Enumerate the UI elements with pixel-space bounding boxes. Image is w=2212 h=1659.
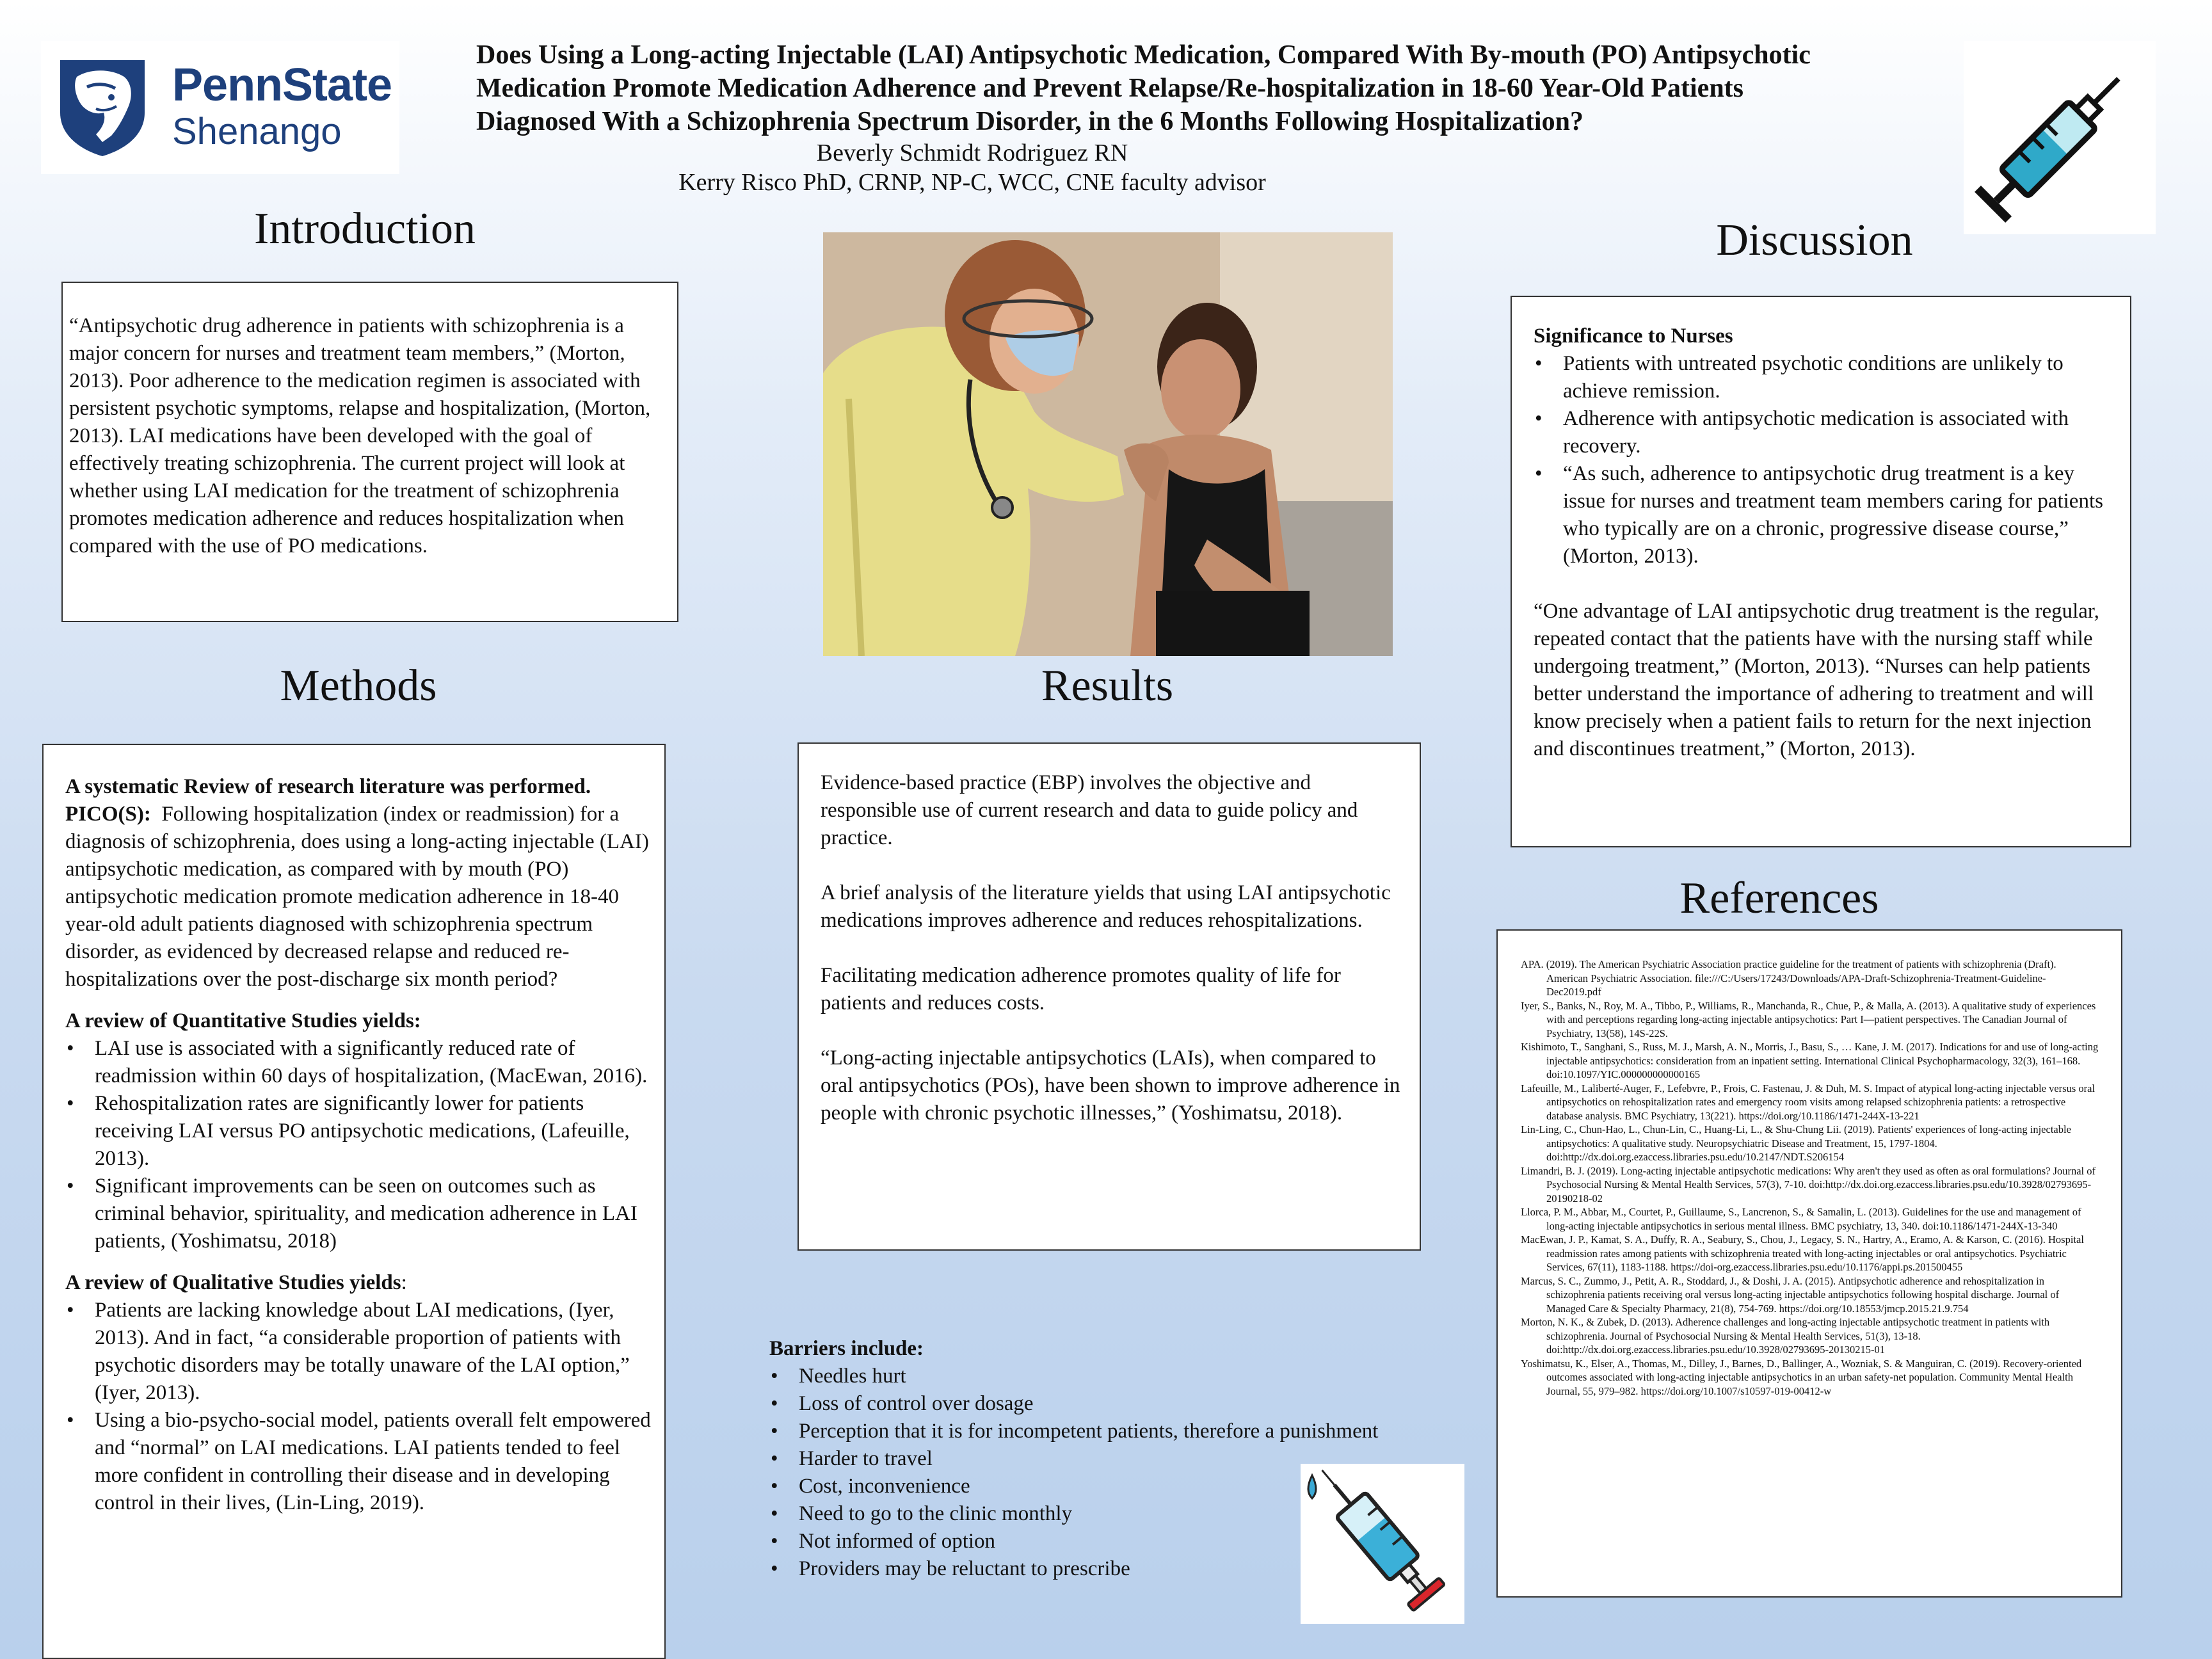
qualitative-list [65,1297,652,1517]
reference-item: Marcus, S. C., Zummo, J., Petit, A. R., Stoddard, J., & Doshi, J. A. (2015). Antipsychotic adherence and rehospitalization in schizophrenia patients receiving oral versus long-acting injectable antipsychotics following hospital discharge. Journal of Managed Care & Specialty Pharmacy, 21(8), 754-769. https://doi.org/10.18553/jmcp.2015.21.9.754 [1521,1274,2060,1315]
reference-item: Llorca, P. M., Abbar, M., Courtet, P., Guillaume, S., Lancrenon, S., & Samalin, L. (2013). Guidelines for the use and management of long-acting injectable antipsychotics in serious mental illness. BMC psychiatry, 13, 340. doi:10.1186/1471-244X-13-340 [1521,1206,2081,1232]
results-paragraph: A brief analysis of the literature yields that using LAI antipsychotic medications improves adherence and reduces rehospitalizations. [821,881,1391,932]
discussion-heading: Discussion [1716,216,1913,265]
introduction-heading: Introduction [253,204,476,253]
list-item: • Harder to travel [769,1445,1461,1473]
list-item: • Patients are lacking knowledge about LAI medications, (Iyer, 2013). And in fact, “a considerable proportion of patients with psychotic disorders may be totally unaware of the LAI option,” (Iyer, 2013). [65,1297,652,1407]
references-box [1496,929,2122,1598]
list-item: • Needles hurt [769,1363,1461,1390]
discussion-quote: “One advantage of LAI antipsychotic drug treatment is the regular, repeated contact that the patients have with the nursing staff while undergoing treatment,” (Morton, 2013). “Nurses can help patients better understand the importance of adhering to treatment and will know precisely when a patient fails to return for the next injection and discontinues treatment,” (Morton, 2013). [1534,600,2099,760]
quantitative-heading: A review of Quantitative Studies yields: [65,1009,421,1032]
quantitative-list [65,1035,652,1255]
results-paragraph: Facilitating medication adherence promotes quality of life for patients and reduces costs. [821,964,1341,1014]
list-item: • Providers may be reluctant to prescribe [769,1555,1461,1583]
qualitative-colon: : [401,1271,407,1294]
list-item: • “As such, adherence to antipsychotic drug treatment is a key issue for nurses and treatment team members caring for patients who typically are on a chronic, progressive disease course,” (Morton, 2013). [1534,460,2115,570]
syringe-icon [1964,41,2156,234]
list-item: • Loss of control over dosage [769,1390,1461,1418]
results-paragraph: “Long-acting injectable antipsychotics (LAIs), when compared to oral antipsychotics (POs), have been shown to improve adherence in people with chronic psychotic illnesses,” (Yoshimatsu, 2018). [821,1046,1400,1125]
list-item: • Perception that it is for incompetent patients, therefore a punishment [769,1418,1461,1445]
pico-text: Following hospitalization (index or readmission) for a diagnosis of schizophrenia, does using a long-acting injectable (LAI) antipsychotic medication, as compared with by mouth (PO) antipsychotic medication promote medication adherence in 18-40 year-old adult patients diagnosed with schizophrenia spectrum disorder, as evidenced by decreased relapse and reduced re-hospitalizations over the post-discharge six month period? [65,803,649,991]
list-item: • Significant improvements can be seen on outcomes such as criminal behavior, spirituality, and medication adherence in LAI patients, (Yoshimatsu, 2018) [65,1173,652,1255]
list-item: • Not informed of option [769,1528,1461,1555]
pico-paragraph [65,801,652,993]
list-item: • LAI use is associated with a significantly reduced rate of readmission within 60 days of hospitalization, (MacEwan, 2016). [65,1035,652,1090]
list-item: • Rehospitalization rates are significantly lower for patients receiving LAI versus PO antipsychotic medications, (Lafeuille, 2013). [65,1090,652,1173]
author-name: Beverly Schmidt Rodriguez RN [816,140,1128,166]
list-item: • Patients with untreated psychotic conditions are unlikely to achieve remission. [1534,350,2115,405]
discussion-box [1511,296,2131,847]
reference-item: Lafeuille, M., Laliberté-Auger, F., Lefebvre, P., Frois, C. Fastenau, J. & Duh, M. S. Impact of atypical long-acting injectable versus oral antipsychotics on rehospitalization rates and emergency room visits among relapsed schizophrenia patients: a retrospective database analysis. BMC Psychiatry, 13(221). https://doi.org/10.1186/1471-244X-13-221 [1521,1082,2096,1122]
qualitative-heading-line [65,1269,652,1297]
pennstate-logo [41,41,399,174]
title-block [476,38,1942,197]
logo-wordmark: PennState [172,60,392,111]
discussion-subheading: Significance to Nurses [1534,325,1733,348]
list-item: • Need to go to the clinic monthly [769,1500,1461,1528]
reference-item: Yoshimatsu, K., Elser, A., Thomas, M., Dilley, J., Barnes, D., Ballinger, A., Wozniak, S. & Manguiran, C. (2019). Recovery-oriented outcomes associated with long-acting injectable antipsychotics in an urban safety-net population. Community Mental Health Journal, 55, 979–982. https://doi.org/10.1007/s10597-019-00412-w [1521,1357,2082,1397]
introduction-box [61,282,678,622]
results-paragraph: Evidence-based practice (EBP) involves the objective and responsible use of current research and data to guide policy and practice. [821,771,1358,849]
reference-item: Iyer, S., Banks, N., Roy, M. A., Tibbo, P., Williams, R., Manchanda, R., Chue, P., & Malla, A. (2013). A qualitative study of experiences with and perceptions regarding long-acting injectable antipsychotics: Part I—patient perspectives. The Canadian Journal of Psychiatry, 13(58), 14S-22S. [1521,999,2096,1039]
results-heading: Results [1041,661,1174,710]
reference-item: Kishimoto, T., Sanghani, S., Russ, M. J., Marsh, A. N., Morris, J., Basu, S., … Kane, J. M. (2017). Indications for and use of long-acting injectable antipsychotics: consideration from an inpatient setting. International Clinical Psychopharmacology, 32(3), 161–168. doi:10.1097/YIC.000000000000165 [1521,1041,2099,1080]
qualitative-heading: A review of Qualitative Studies yields [65,1271,401,1294]
references-heading: References [1679,874,1879,923]
syringe-icon [1301,1464,1464,1624]
nittany-lion-shield-icon [58,58,147,157]
list-item: • Using a bio-psycho-social model, patients overall felt empowered and “normal” on LAI medications. LAI patients tended to feel more confident in controlling their disease and in developing control in their lives, (Lin-Ling, 2019). [65,1407,652,1517]
advisor-name: Kerry Risco PhD, CRNP, NP-C, WCC, CNE faculty advisor [678,169,1266,196]
reference-item: APA. (2019). The American Psychiatric Association practice guideline for the treatment of patients with schizophrenia (Draft). American Psychiatric Association. file:///C:/Users/17243/Downloads/APA-Draft-Schizophrenia-Treatment-Guideline-Dec2019.pdf [1521,958,2056,998]
methods-box [42,744,666,1659]
reference-item: Morton, N. K., & Zubek, D. (2013). Adherence challenges and long-acting injectable antipsychotic treatment in patients with schizophrenia. Journal of Psychosocial Nursing & Mental Health Services, 51(3), 13-18. doi:http://dx.doi.org.ezaccess.libraries.psu.edu/10.3928/02793695-20130215-01 [1521,1316,2050,1356]
poster-title-line-2: Medication Promote Medication Adherence and Prevent Relapse/Re-hospitalization in 18-60 Year-Old Patients [476,74,1744,103]
discussion-list [1534,350,2115,570]
barriers-heading: Barriers include: [769,1337,924,1360]
syringe-image [1964,41,2156,234]
methods-heading: Methods [280,661,437,710]
introduction-text: “Antipsychotic drug adherence in patients with schizophrenia is a major concern for nurses and treatment team members,” (Morton, 2013). Poor adherence to the medication regimen is associated with persistent psychotic symptoms, relapse and hospitalization, (Morton, 2013). LAI medications have been developed with the goal of effectively treating schizophrenia. The current project will look at whether using LAI medication for the treatment of schizophrenia promotes medication adherence and reduces hospitalization when compared with the use of PO medications. [69,314,651,557]
poster-title-line-3: Diagnosed With a Schizophrenia Spectrum Disorder, in the 6 Months Following Hospitalization? [476,107,1583,136]
reference-item: Limandri, B. J. (2019). Long-acting injectable antipsychotic medications: Why aren't they used as often as oral formulations? Journal of Psychosocial Nursing & Mental Health Services, 57(3), 7-10. doi:http://dx.doi.org.ezaccess.libraries.psu.edu/10.3928/02793695-20190218-02 [1521,1164,2096,1205]
results-box [797,742,1421,1251]
reference-item: MacEwan, J. P., Kamat, S. A., Duffy, R. A., Seabury, S., Chou, J., Legacy, S. N., Hartry, A., Eramo, A. & Karson, C. (2016). Hospital readmission rates among patients with schizophrenia treated with long-acting injectables or oral antipsychotics. Psychiatric Services, 67(11), 1183-1188. https://doi-org.ezaccess.libraries.psu.edu/10.1176/appi.ps.201500455 [1521,1233,2084,1273]
reference-item: Lin-Ling, C., Chun-Hao, L., Chun-Lin, C., Huang-Li, L., & Shu-Chung Lii. (2019). Patients' experiences of long-acting injectable antipsychotics: A qualitative study. Neuropsychiatric Disease and Treatment, 15, 1797-1804. doi:http://dx.doi.org.ezaccess.libraries.psu.edu/10.2147/NDT.S206154 [1521,1123,2071,1163]
poster-title-line-1: Does Using a Long-acting Injectable (LAI) Antipsychotic Medication, Compared With By-mouth (PO) Antipsychotic [476,40,1811,70]
small-syringe-image [1301,1464,1464,1624]
methods-review-lead: A systematic Review of research literature was performed. [65,775,591,798]
list-item: • Cost, inconvenience [769,1473,1461,1500]
logo-campus: Shenango [172,111,342,152]
list-item: • Adherence with antipsychotic medication is associated with recovery. [1534,405,2115,460]
patient-injection-photo [823,232,1393,656]
pico-label: PICO(S): [65,803,151,826]
